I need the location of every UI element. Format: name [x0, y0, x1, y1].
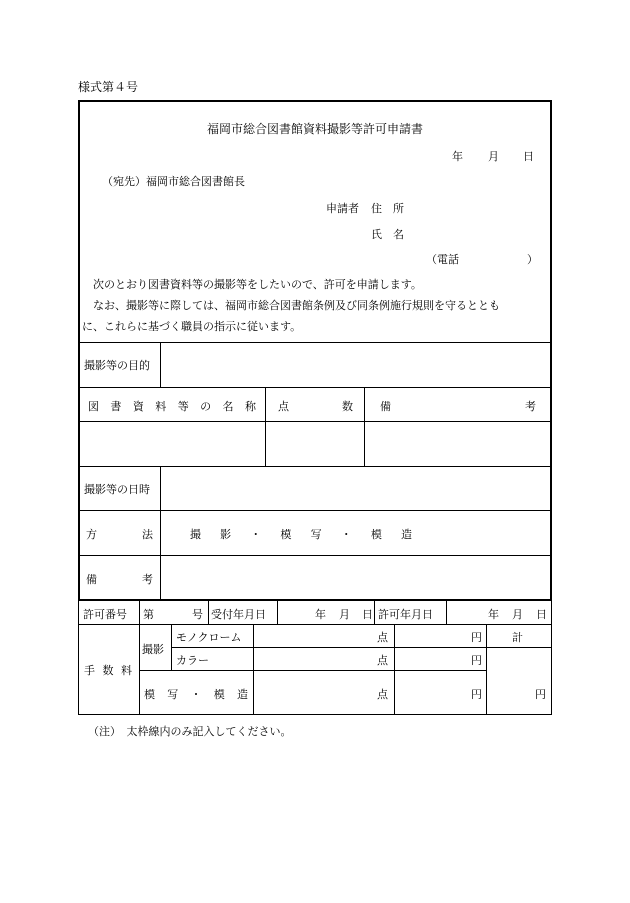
office-v-1	[139, 601, 140, 624]
office-bottom-border	[78, 714, 552, 715]
form-title: 福岡市総合図書館資料撮影等許可申請書	[206, 122, 423, 136]
divider-lower-rows	[160, 466, 161, 600]
received-year: 年	[315, 608, 326, 621]
permit-day: 日	[536, 608, 547, 621]
office-v-5	[446, 601, 447, 624]
date-day-label: 日	[523, 150, 534, 163]
divider-name-count	[265, 387, 266, 466]
footnote: （注） 太枠線内のみ記入してください。	[88, 725, 292, 738]
method-option-copy[interactable]: 模	[280, 528, 292, 541]
date-year-label: 年	[452, 150, 463, 163]
total-label: 計	[512, 631, 523, 644]
applicant-phone-open: （電話	[426, 253, 459, 266]
office-left-border	[78, 601, 79, 715]
statement-line-2: なお、撮影等に際しては、福岡市総合図書館条例及び同条例施行規則を守るととも	[93, 299, 500, 312]
rule-above-datetime	[79, 466, 551, 467]
color-yen: 円	[471, 654, 482, 667]
office-v-9	[394, 624, 395, 714]
office-rule-mono	[171, 647, 486, 648]
purpose-field[interactable]	[162, 344, 550, 386]
fee-label: 手 数 料	[84, 664, 132, 677]
rule-above-remarks	[79, 555, 551, 556]
statement-line-3: に、これらに基づく職員の指示に従います。	[82, 320, 302, 333]
permit-gou: 号	[192, 608, 203, 621]
method-label: 方 法	[86, 528, 153, 541]
office-rule-1	[78, 624, 552, 625]
photography-label: 撮影	[142, 643, 164, 656]
applicant-phone-close: ）	[527, 253, 538, 266]
office-rule-total	[486, 647, 551, 648]
mono-points: 点	[377, 631, 388, 644]
remarks-field[interactable]	[162, 557, 550, 599]
received-month: 月	[339, 608, 350, 621]
mono-yen: 円	[471, 631, 482, 644]
form-number: 様式第４号	[78, 80, 139, 94]
mono-label: モノクローム	[176, 631, 242, 644]
applicant-address-label: 住 所	[371, 202, 404, 215]
date-month-label: 月	[488, 150, 499, 163]
datetime-field[interactable]	[162, 468, 550, 509]
received-date-label: 受付年月日	[211, 608, 266, 621]
copy-points: 点	[377, 688, 388, 701]
office-right-border	[551, 601, 552, 715]
permit-date-label: 許可年月日	[378, 608, 433, 621]
header-item-name: 図 書 資 料 等 の 名 称	[88, 400, 256, 413]
rule-below-headers	[79, 421, 551, 422]
divider-count-remarks	[364, 387, 365, 466]
method-options[interactable]: 撮 影 ・ 模 写 ・ 模 造	[190, 528, 412, 541]
copy-make-label: 模 写 ・ 模 造	[144, 688, 248, 701]
item-count-field[interactable]	[267, 423, 363, 465]
method-option-replica[interactable]: 模	[370, 528, 382, 541]
office-v-8	[253, 624, 254, 714]
method-option-photo[interactable]: 撮	[190, 528, 201, 541]
header-remarks: 備 考	[380, 400, 536, 413]
rule-above-headers	[79, 387, 551, 388]
office-v-6	[139, 624, 140, 714]
office-v-4	[374, 601, 375, 624]
received-day: 日	[362, 608, 373, 621]
item-name-field[interactable]	[81, 423, 264, 465]
divider-purpose	[160, 342, 161, 387]
purpose-label: 撮影等の目的	[84, 359, 150, 372]
office-rule-color	[139, 670, 486, 671]
applicant-label: 申請者	[326, 202, 359, 215]
color-points: 点	[377, 654, 388, 667]
remarks-label: 備 考	[86, 573, 153, 586]
office-v-10	[486, 624, 487, 714]
permit-month: 月	[512, 608, 523, 621]
copy-yen: 円	[471, 688, 482, 701]
permit-dai: 第	[143, 608, 154, 621]
office-v-7	[171, 624, 172, 670]
rule-above-purpose	[79, 342, 551, 343]
statement-line-1: 次のとおり図書資料等の撮影等をしたいので、許可を申請します。	[93, 278, 422, 291]
office-v-2	[208, 601, 209, 624]
addressee: （宛先）福岡市総合図書館長	[102, 175, 245, 188]
total-yen: 円	[535, 688, 546, 701]
office-v-3	[277, 601, 278, 624]
datetime-label: 撮影等の日時	[84, 483, 150, 496]
item-remarks-field[interactable]	[366, 423, 550, 465]
header-count: 点 数	[278, 400, 353, 413]
applicant-name-label: 氏 名	[371, 228, 404, 241]
permit-year: 年	[488, 608, 499, 621]
color-label: カラー	[176, 654, 209, 667]
rule-above-method	[79, 510, 551, 511]
permit-number-label: 許可番号	[83, 608, 127, 621]
